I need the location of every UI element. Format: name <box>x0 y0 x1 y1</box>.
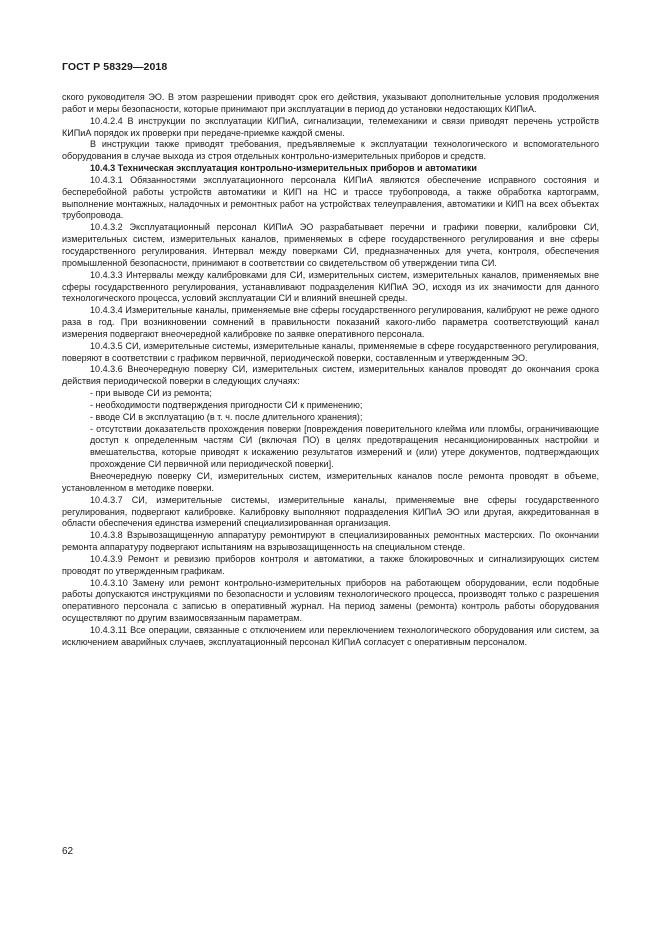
paragraph-10-4-3-7: 10.4.3.7 СИ, измерительные системы, измерительные каналы, применяемые вне сферы государственного регулирования, подвергают калибровке. Калибровку выполняют подразделения КИПиА ЭО или другая, аккредитованная в области обеспечения единства измерений специализированная организация. <box>62 494 599 529</box>
paragraph: В инструкции также приводят требования, предъявляемые к эксплуатации технологического и вспомогательного оборудования в случае выхода из строя отдельных контрольно-измерительных приборов и средств. <box>62 139 599 162</box>
paragraph-10-4-3-2: 10.4.3.2 Эксплуатационный персонал КИПиА ЭО разрабатывает перечни и графики поверки, калибровки СИ, измерительных систем, измерительных каналов, применяемых в сфере государственного регулирования и вне сферы государственного регулирования. Интервал между поверками СИ, предназначенных для учета, контроля, обеспечения промышленной безопасности, принимают в соответствии со свидетельством об утверждении типа СИ. <box>62 222 599 268</box>
paragraph-10-4-3-11: 10.4.3.11 Все операции, связанные с отключением или переключением технологического оборудования или систем, за исключением аварийных случаев, эксплуатационный персонал КИПиА согласует с оперативным персоналом. <box>62 624 599 647</box>
list-item: - вводе СИ в эксплуатацию (в т. ч. после длительного хранения); <box>90 411 363 422</box>
paragraph-10-4-3-6: 10.4.3.6 Внеочередную поверку СИ, измерительных систем, измерительных каналов проводят до окончания срока действия периодической поверки в следующих случаях: <box>62 364 599 387</box>
paragraph: Внеочередную поверку СИ, измерительных систем, измерительных каналов после ремонта проводят в объеме, установленном в методике поверки. <box>62 471 599 493</box>
paragraph-10-4-3-10: 10.4.3.10 Замену или ремонт контрольно-измерительных приборов на работающем оборудовании, если подобные работы допускаются инструкциями по безопасности и условиям технологического процесса, производят только с разрешения оперативного персонала с записью в оперативный журнал. На период замены (ремонта) контроль работы оборудования осуществляют по другим взаимосвязанным параметрам. <box>62 577 599 624</box>
document-header: ГОСТ Р 58329—2018 <box>62 61 168 73</box>
section-heading-10-4-3: 10.4.3 Техническая эксплуатация контрольно-измерительных приборов и автоматики <box>90 163 477 174</box>
paragraph-10-4-3-9: 10.4.3.9 Ремонт и ревизию приборов контроля и автоматики, а также блокировочных и сигнализирующих систем проводят по утвержденным графикам. <box>62 553 599 576</box>
list-item: - необходимости подтверждения пригодности СИ к применению; <box>90 399 363 410</box>
page-number: 62 <box>62 846 74 857</box>
paragraph-10-4-3-3: 10.4.3.3 Интервалы между калибровками для СИ, измерительных систем, измерительных каналов, применяемых вне сферы государственного регулирования, устанавливают подразделения КИПиА ЭО, исходя из их значимости для данного технологического процесса, условий эксплуатации СИ и влияний внешней среды. <box>62 269 599 304</box>
list-item: - отсутствии доказательств прохождения поверки [повреждения поверительного клейма или пломбы, ограничивающие доступ к определенным частям СИ (включая ПО) в целях предотвращения несанкционированных настройки и вмешательства, которые приводят к искажению результатов измерений и (или) утере документов, подтверждающих прохождение СИ первичной или периодической поверки]. <box>90 423 599 470</box>
paragraph-10-4-3-8: 10.4.3.8 Взрывозащищенную аппаратуру ремонтируют в специализированных ремонтных мастерских. По окончании ремонта аппаратуру подвергают испытаниям на взрывозащищенность на специальном стенде. <box>62 530 599 553</box>
list-item: - при выводе СИ из ремонта; <box>90 388 212 399</box>
paragraph-10-4-3-4: 10.4.3.4 Измерительные каналы, применяемые вне сферы государственного регулирования, калибруют не реже одного раза в год. При возникновении сомнений в правильности показаний какого-либо параметра соответствующий канал измерения подвергают внеочередной калибровке по заявке оперативного персонала. <box>62 305 599 339</box>
document-body <box>62 92 599 649</box>
paragraph-continuation: ского руководителя ЭО. В этом разрешении приводят срок его действия, указывают дополнительные условия продолжения работ и меры безопасности, которые принимают при эксплуатации в период до установки недостающих КИПиА. <box>62 92 599 114</box>
paragraph-10-4-3-1: 10.4.3.1 Обязанностями эксплуатационного персонала КИПиА являются обеспечение исправного состояния и бесперебойной работы устройств автоматики и КИП на НС и трассе трубопровода, а также обработка картограмм, выполнение монтажных, наладочных и ремонтных работ на устройствах телеуправления, автоматики и КИП на всех объектах трубопровода. <box>62 174 599 221</box>
paragraph-10-4-2-4: 10.4.2.4 В инструкции по эксплуатации КИПиА, сигнализации, телемеханики и связи приводят перечень устройств КИПиА порядок их проверки при передаче-приемке каждой смены. <box>62 115 599 138</box>
paragraph-10-4-3-5: 10.4.3.5 СИ, измерительные системы, измерительные каналы, применяемые в сфере государственного регулирования, поверяют в соответствии с графиком первичной, периодической поверки, составленным и утвержденным ЭО. <box>62 340 599 363</box>
